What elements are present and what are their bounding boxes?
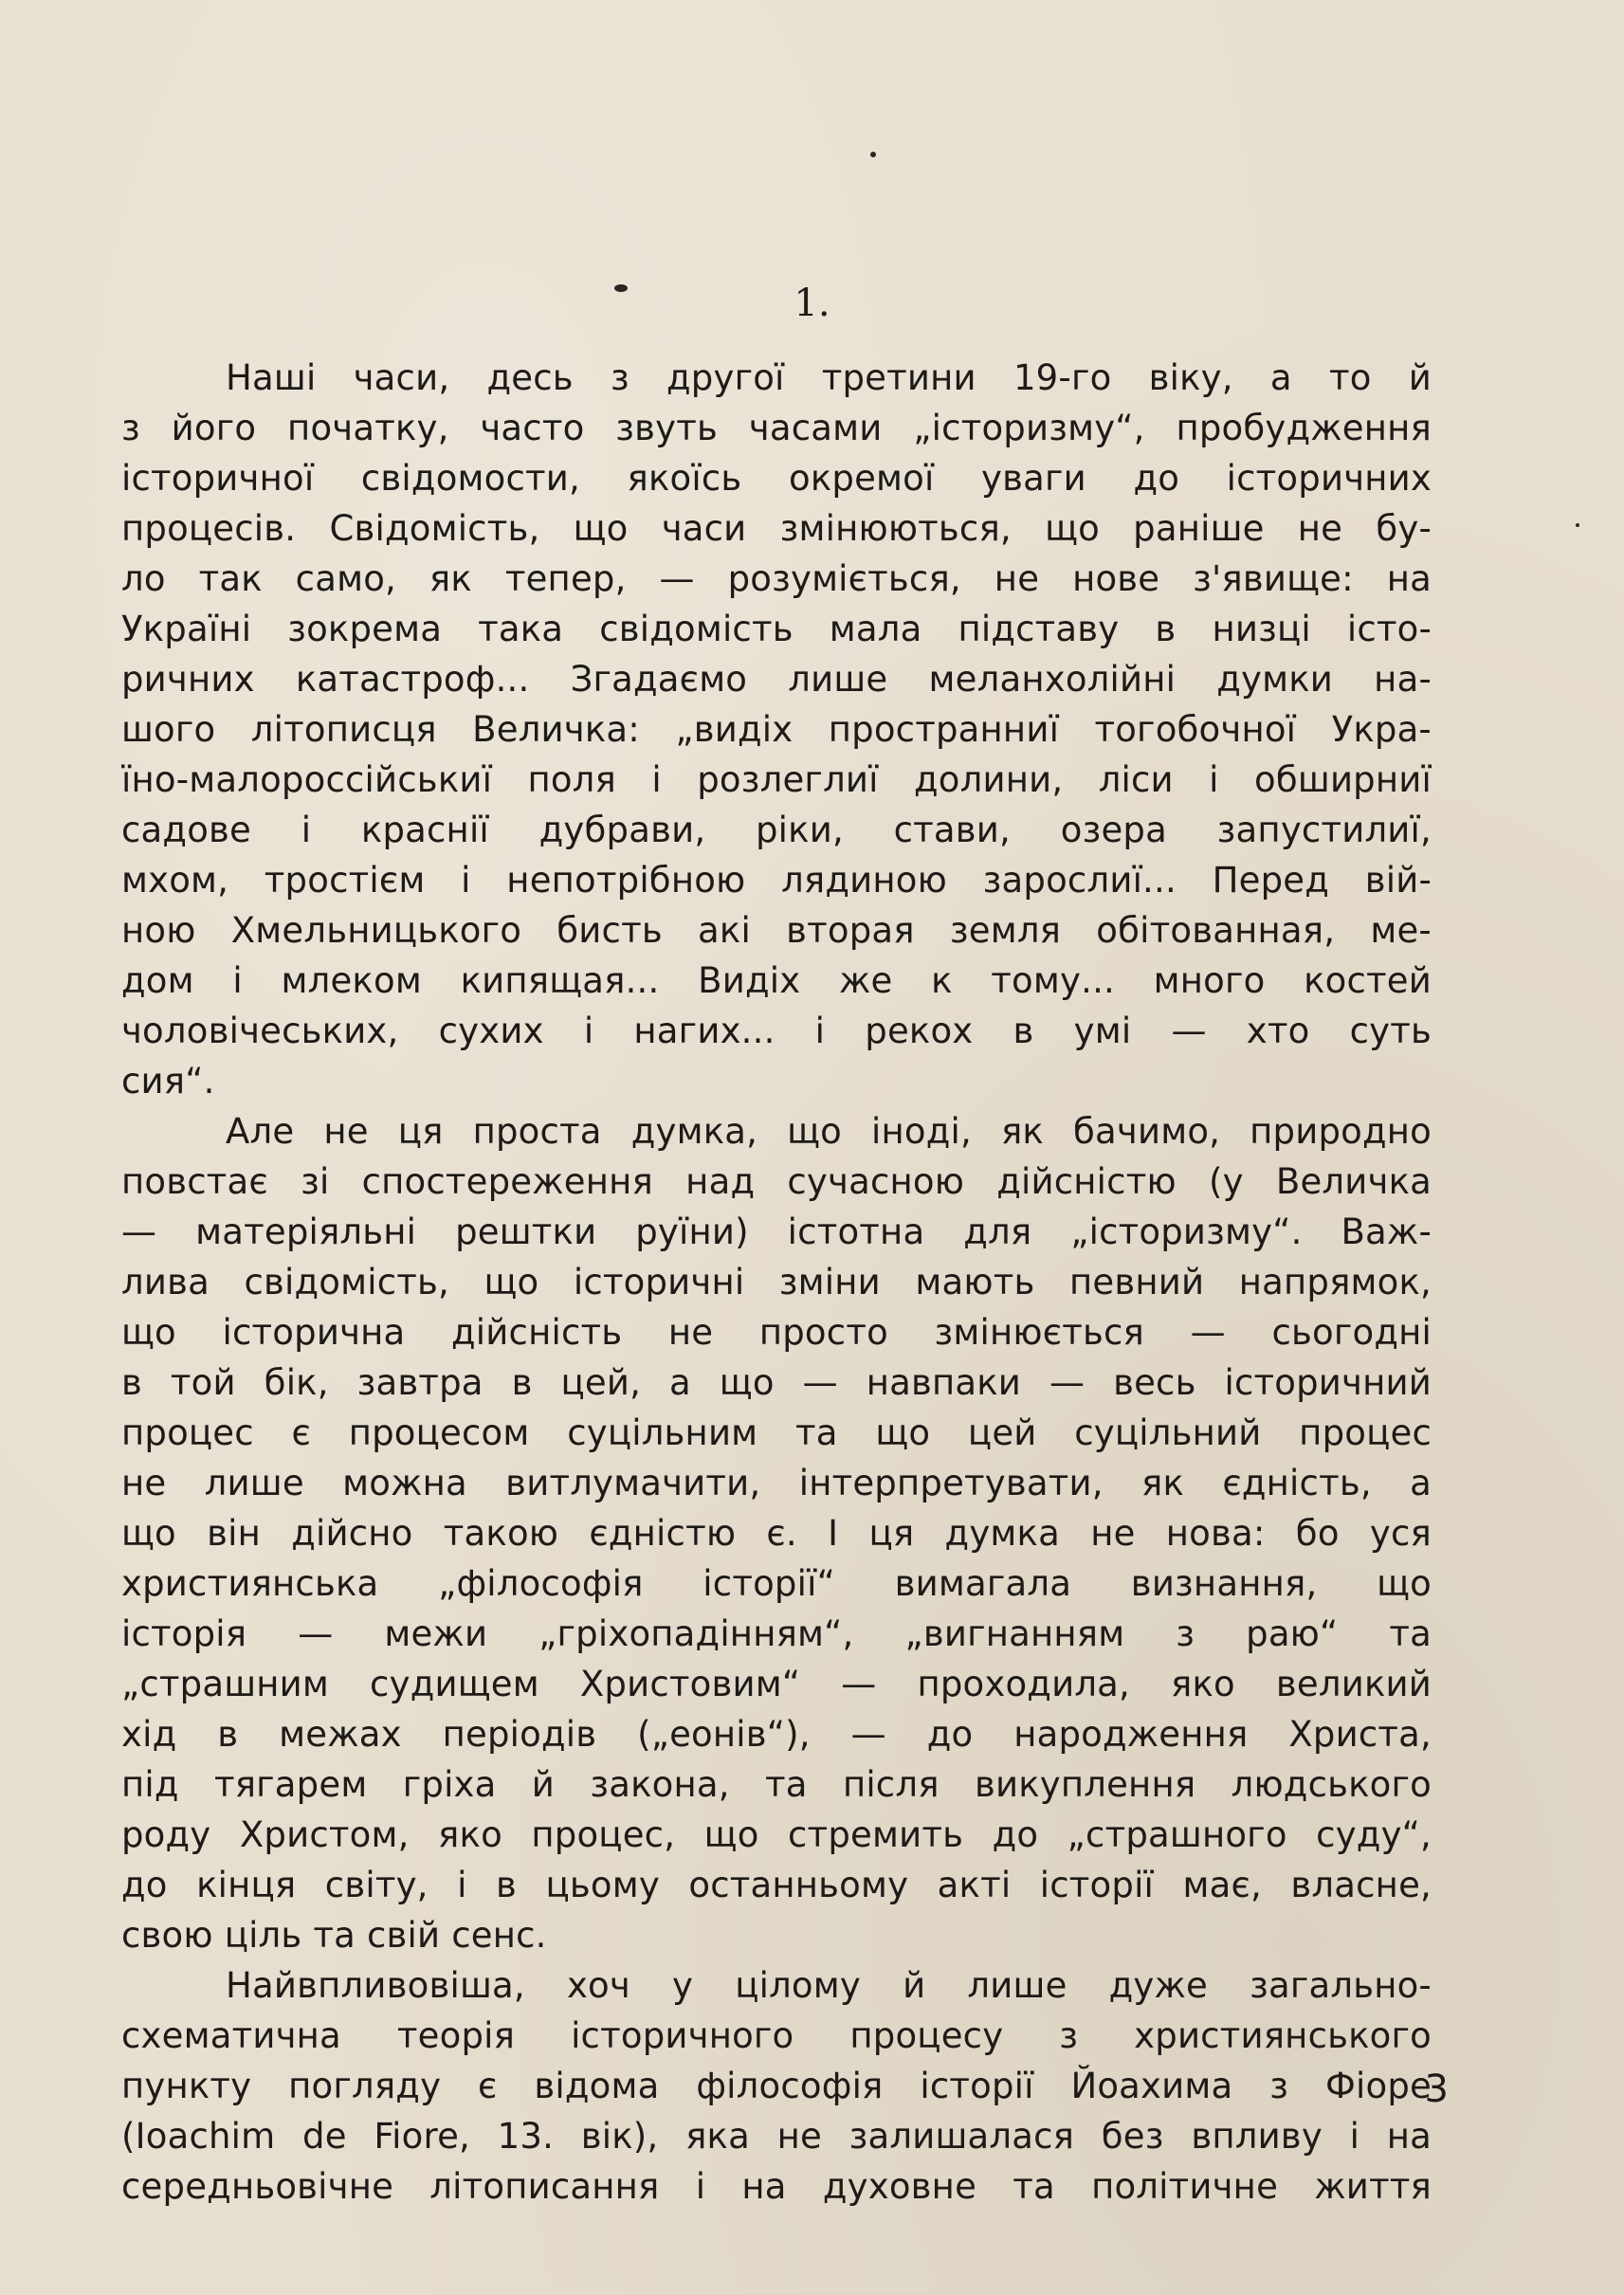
text-line: „страшним судищем Христовим“ — проходила, яко великий [121, 1664, 1432, 1704]
text-line: з його початку, часто звуть часами „історизму“, пробудження [121, 408, 1432, 448]
text-line: мхом, тростієм і непотрібною лядиною зарослиї... Перед вій- [121, 860, 1432, 901]
text-line: повстає зі спостереження над сучасною дійсністю (у Величка [121, 1161, 1432, 1202]
section-number: 1. [794, 282, 830, 325]
text-line: їно-малороссійськиї поля і розлеглиї долини, ліси і обширниї [121, 759, 1432, 800]
text-line: історія — межи „гріхопадінням“, „вигнанням з раю“ та [121, 1613, 1432, 1654]
text-line: Україні зокрема така свідомість мала підставу в низці істо- [121, 609, 1432, 649]
text-line: шого літописця Величка: „видіх пространниї тогобочної Укра- [121, 709, 1432, 750]
text-line: пункту погляду є відома філософія історії Йоахима з Фіоре [121, 2066, 1432, 2106]
text-line: чоловічеськиx, сухих і нагих... і рекох в умі — хто суть [121, 1011, 1432, 1051]
text-line: не лише можна витлумачити, інтерпретувати, як єдність, а [121, 1463, 1432, 1503]
text-line: сия“. [121, 1061, 215, 1102]
text-line: що історична дійсність не просто змінюється — сьогодні [121, 1312, 1432, 1353]
body-text [121, 353, 1432, 2212]
text-line: ричних катастроф... Згадаємо лише меланхолійні думки на- [121, 659, 1432, 700]
text-line: (Ioachim de Fiore, 13. вік), яка не залишалася без впливу і на [121, 2116, 1432, 2157]
text-line: лива свідомість, що історичні зміни мають певний напрямок, [121, 1262, 1432, 1302]
text-line: процесів. Свідомість, що часи змінюються, що раніше не бу- [121, 508, 1432, 549]
paragraph [121, 1106, 1432, 1960]
text-line: — матеріяльні рештки руїни) істотна для „історизму“. Важ- [121, 1211, 1432, 1252]
text-line: історичної свідомости, якоїсь окремої уваги до історичних [121, 458, 1432, 499]
text-line: в той бік, завтра в цей, а що — навпаки — весь історичний [121, 1362, 1432, 1403]
ink-speck [1576, 523, 1579, 527]
text-line: свою ціль та свій сенс. [121, 1915, 547, 1956]
text-line: середньовічне літописання і на духовне та політичне життя [121, 2166, 1432, 2207]
text-line: ною Хмельницького бисть акі вторая земля обітованная, ме- [121, 910, 1432, 951]
ink-speck [870, 152, 876, 157]
text-line: ло так само, як тепер, — розуміється, не нове з'явище: на [121, 558, 1432, 599]
text-line: Наші часи, десь з другої третини 19-го віку, а то й [226, 357, 1432, 398]
text-line: що він дійсно такою єдністю є. І ця думка не нова: бо уся [121, 1513, 1432, 1554]
page-number: 3 [1424, 2067, 1449, 2111]
text-line: під тягарем гріха й закона, та після викуплення людського [121, 1764, 1432, 1805]
text-line: дом і млеком кипящая... Видіх же к тому... много костей [121, 960, 1432, 1001]
text-line: процес є процесом суцільним та що цей суцільний процес [121, 1412, 1432, 1453]
text-line: Але не ця проста думка, що іноді, як бачимо, природно [226, 1111, 1432, 1152]
text-line: садове і краснії дубрави, ріки, стави, озера запустилиї, [121, 810, 1432, 850]
text-line: християнська „філософія історії“ вимагала визнання, що [121, 1563, 1432, 1604]
text-line: роду Христом, яко процес, що стремить до „страшного суду“, [121, 1814, 1432, 1855]
text-line: хід в межах періодів („еонів“), — до народження Христа, [121, 1714, 1432, 1755]
paragraph [121, 1960, 1432, 2212]
text-line: до кінця світу, і в цьому останньому акті історії має, власне, [121, 1865, 1432, 1905]
paragraph [121, 353, 1432, 1106]
text-line: Найвпливовіша, хоч у цілому й лише дуже загально- [226, 1965, 1432, 2006]
text-line: схематична теорія історичного процесу з християнського [121, 2015, 1432, 2056]
